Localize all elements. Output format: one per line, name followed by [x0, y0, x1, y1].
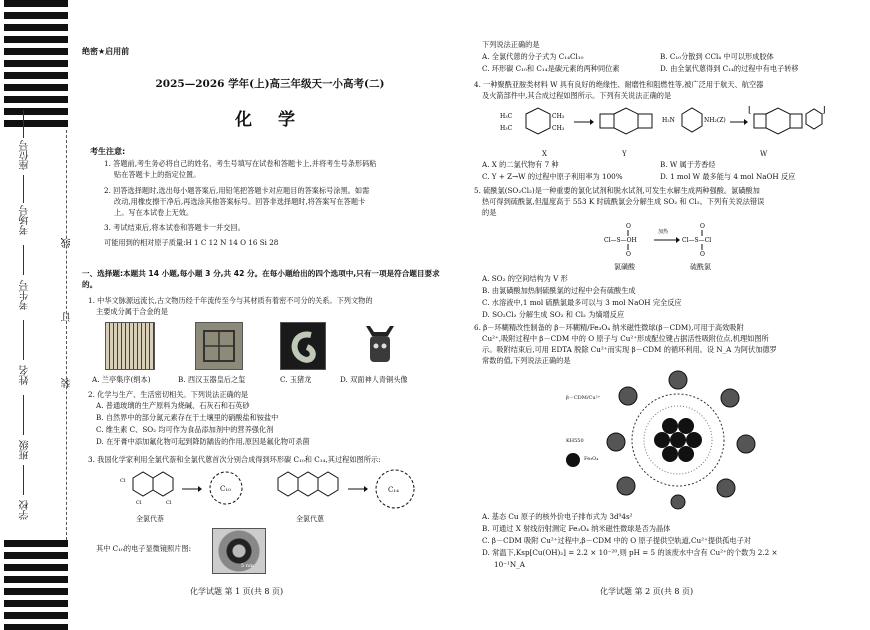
- dragon-icon: [281, 323, 325, 369]
- q5-stem: 5. 硫酰氯(SO₂Cl₂)是一种重要的氯化试剂和脱水试剂,可发生水解生成两种强酸。氯磺酸加: [474, 186, 760, 195]
- svg-text:[: [: [748, 106, 752, 115]
- q4-option-a: A. X 的二氯代物有 7 种: [482, 160, 559, 169]
- secret-mark: 绝密★启用前: [82, 47, 130, 56]
- q5-reaction-diagram: [604, 220, 744, 264]
- q3-option-a: A. 全氯代蒽的分子式为 C₁₄Cl₁₀: [482, 52, 584, 61]
- footer-left: 化学试题 第 1 页(共 8 页): [190, 587, 284, 596]
- q5-stem-2: 热可得到硫酰氯,但温度高于 553 K 时硫酰氯会分解生成 SO₂ 和 Cl₂。下列有关说法错误: [482, 197, 765, 206]
- q4-reaction-scheme: [486, 106, 826, 156]
- binding-stripes-bottom: [4, 540, 68, 630]
- q6-option-a: A. 基态 Cu 原子的核外价电子排布式为 3d⁹4s²: [482, 512, 633, 521]
- svg-text:O: O: [700, 251, 705, 258]
- heat-label: 加热: [658, 229, 669, 235]
- label-x: X: [542, 150, 547, 158]
- svg-text:H₂N: H₂N: [662, 117, 675, 124]
- class-label: 班级: [20, 440, 31, 460]
- q1-stem-2: 主要成分属于合金的是: [96, 307, 168, 316]
- q6-option-c: C. β－CDM 吸附 Cu²⁺过程中,β－CDM 中的 O 原子提供空轨道,Cu²⁺提供孤电子对: [482, 536, 751, 545]
- q2-option-a: A. 普通玻璃的生产原料为烧碱、石灰石和石英砂: [96, 401, 250, 410]
- artifact-jade-seal-image: [195, 322, 243, 370]
- q3-stem: 3. 我国化学家利用全氯代萘和全氯代蒽首次分别合成得到环形碳 C₁₀和 C₁₄,其过程如图所示:: [88, 455, 381, 464]
- q3-option-c: C. 环形碳 C₁₀和 C₁₄是碳元素的两种同位素: [482, 64, 620, 73]
- arrow-icon: [182, 478, 202, 497]
- footer-right: 化学试题 第 2 页(共 8 页): [600, 587, 694, 596]
- q3-question: 下列说法正确的是: [482, 40, 540, 49]
- notice-line: 贴在答题卡上的指定位置。: [114, 170, 201, 179]
- notice-heading: 考生注意:: [90, 147, 126, 156]
- q4-stem: 4. 一种聚酰亚胺类材料 W 具有良好的绝缘性、耐磨性和阻燃性等,被广泛用于航天、航空器: [474, 80, 764, 89]
- atomic-masses: 可能用到的相对原子质量:H 1 C 12 N 14 O 16 Si 28: [104, 238, 279, 247]
- q6-option-d: D. 常温下,Ksp[Cu(OH)₂] = 2.2 × 10⁻²⁰,则 pH = 5 的该废水中含有 Cu²⁺的个数为 2.2 ×: [482, 548, 778, 557]
- q2-option-b: B. 自然界中的部分氮元素存在于土壤里的硝酸盐和铵盐中: [96, 413, 279, 422]
- q6-option-b: B. 可通过 X 射线衍射测定 Fe₃O₄ 纳米磁性微球是否为晶体: [482, 524, 671, 533]
- perchloroanthracene-diagram: [272, 470, 344, 514]
- q4-option-c: C. Y + Z→W 的过程中原子利用率为 100%: [482, 172, 623, 181]
- legend-fe3o4: Fe₃O₄: [584, 456, 599, 462]
- svg-text:O: O: [626, 223, 631, 230]
- c10-label: C₁₀: [220, 485, 231, 493]
- svg-text:CH₃: CH₃: [552, 125, 565, 132]
- q3-option-b: B. C₁₀分散到 CCl₄ 中可以形成胶体: [660, 52, 774, 61]
- svg-text:Cl: Cl: [166, 500, 172, 506]
- svg-text:Cl: Cl: [136, 500, 142, 506]
- q4-option-d: D. 1 mol W 最多能与 4 mol NaOH 反应: [660, 172, 796, 181]
- q6-stem-3: 示。吸附结束后,可用 EDTA 脱除 Cu²⁺而实现 β－CDM 的循环利用。设 N_A 为阿伏加德罗: [482, 345, 777, 354]
- q4-stem-2: 及火箭部件中,其合成过程如图所示。下列有关说法正确的是: [482, 91, 672, 100]
- polyimide-synthesis-icon: [486, 106, 826, 152]
- legend-kh550: KH550: [566, 438, 584, 444]
- cut-line: [66, 130, 67, 540]
- binding-margin: [0, 0, 72, 630]
- q3-option-d: D. 由全氯代蒽得到 C₁₄的过程中有电子转移: [660, 64, 799, 73]
- label-perchloroanthracene: 全氯代蒽: [296, 515, 324, 523]
- label-y: Y: [622, 150, 627, 158]
- q1-stem: 1. 中华文脉源远流长,古文物历经千年流传至今与其材质有着密不可分的关系。下列文物的: [88, 296, 373, 305]
- notice-line: 上。写在本试卷上无效。: [114, 208, 194, 217]
- artifact-bronze-head-image: [360, 322, 400, 368]
- naphthalene-structure-icon: [118, 470, 178, 510]
- name-label: 姓名: [20, 365, 31, 385]
- bind-word: 装: [62, 378, 73, 388]
- legend-cdm-cu: β－CDM/Cu²⁺: [566, 395, 601, 401]
- label-sulfuryl-chloride: 硫酰氯: [690, 263, 711, 271]
- section-heading: 一、选择题:本题共 14 小题,每小题 3 分,共 42 分。在每小题给出的四个选项中,只有一项是符合题目要求的。: [82, 269, 440, 289]
- notice-line: 3. 考试结束后,将本试卷和答题卡一并交回。: [104, 223, 245, 232]
- exam-title: 2025—2026 学年(上)高三年级天一小高考(二): [155, 78, 385, 90]
- q2-option-c: C. 维生素 C、SO₂ 均可作为食品添加剂中的营养强化剂: [96, 425, 274, 434]
- seal-icon: [196, 323, 242, 369]
- q3-photo-caption: 其中 C₁₀的电子显微镜照片图:: [96, 544, 192, 553]
- q1-option-c: C. 玉猪龙: [280, 375, 312, 384]
- svg-text:CH₃: CH₃: [552, 113, 565, 120]
- perchloronaphthalene-diagram: [118, 470, 178, 514]
- svg-text:]: ]: [822, 106, 826, 115]
- svg-text:NH₂(Z): NH₂(Z): [704, 117, 726, 124]
- q2-option-d: D. 在牙膏中添加氟化物可起到降防龋齿的作用,原因是氟化物可杀菌: [96, 437, 310, 446]
- q2-stem: 2. 化学与生产、生活密切相关。下列说法正确的是: [88, 390, 249, 399]
- notice-line: 2. 回答选择题时,选出每小题答案后,用铅笔把答题卡对应题目的答案标号涂黑。如需: [104, 186, 370, 195]
- binding-stripes-top: [4, 0, 68, 130]
- svg-text:O: O: [626, 251, 631, 258]
- q5-option-a: A. SO₂ 的空间结构为 V 形: [482, 274, 568, 283]
- artifact-silk-image: [105, 322, 155, 370]
- q5-stem-3: 的是: [482, 208, 497, 217]
- c10-microscope-image: [212, 528, 266, 574]
- notice-line: 1. 答题前,考生务必将自己的姓名、考生号填写在试卷和答题卡上,并将考生号条形码粘: [104, 159, 377, 168]
- artifact-jade-dragon-image: [280, 322, 326, 370]
- order-word: 订: [62, 312, 73, 322]
- scale-bar-label: 5 nm: [241, 563, 254, 569]
- q6-adsorption-diagram: [590, 368, 770, 514]
- label-chlorosulfonic-acid: 氯磺酸: [614, 263, 635, 271]
- svg-text:Cl—S—Cl: Cl—S—Cl: [682, 237, 712, 244]
- school-label: 学校: [20, 500, 31, 520]
- q6-stem: 6. β－环糊精改性制备的 β－环糊精/Fe₃O₄ 纳米磁性微球(β－CDM),可用于高效吸附: [474, 323, 744, 332]
- q6-stem-4: 常数的值,下列说法正确的是: [482, 356, 571, 365]
- q5-option-b: B. 由氯磺酸加热制硫酰氯的过程中会有硫酸生成: [482, 286, 636, 295]
- line-word: 线: [62, 238, 73, 248]
- c14-label: C₁₄: [388, 486, 399, 494]
- bronze-head-icon: [360, 322, 400, 368]
- svg-text:H₃C: H₃C: [500, 113, 513, 120]
- svg-text:Cl—S—OH: Cl—S—OH: [604, 237, 637, 244]
- exam-no-label: 考生号: [20, 280, 31, 310]
- svg-text:H₃C: H₃C: [500, 125, 513, 132]
- q6-option-d-2: 10⁻¹N_A: [494, 560, 525, 569]
- label-perchloronaphthalene: 全氯代萘: [136, 515, 164, 523]
- svg-text:O: O: [700, 223, 705, 230]
- q6-stem-2: Cu²⁺,吸附过程中 β－CDM 中的 O 原子与 Cu²⁺形成配位键占据活性吸附位点,机理如图所: [482, 334, 769, 343]
- exam-room-label: 考场号: [20, 205, 31, 235]
- q1-option-d: D. 双面神人青铜头像: [340, 375, 408, 384]
- notice-line: 改动,用橡皮擦干净后,再选涂其他答案标号。回答非选择题时,将答案写在答题卡: [114, 197, 366, 206]
- sulfonyl-structures-icon: [604, 220, 744, 260]
- q1-option-a: A. 兰亭集序(绢本): [92, 375, 151, 384]
- q1-option-b: B. 西汉玉器皇后之玺: [178, 375, 246, 384]
- anthracene-structure-icon: [272, 470, 344, 510]
- svg-text:Cl: Cl: [120, 478, 126, 484]
- nanosphere-diagram-icon: [590, 368, 770, 510]
- q5-option-d: D. SO₂Cl₂ 分解生成 SO₂ 和 Cl₂ 为熵增反应: [482, 310, 625, 319]
- fe3o4-legend-icon: [566, 452, 580, 471]
- q4-option-b: B. W 属于芳香烃: [660, 160, 716, 169]
- q5-option-c: C. 水溶液中,1 mol 硫酰氯最多可以与 3 mol NaOH 完全反应: [482, 298, 682, 307]
- seat-label: 座位号: [20, 140, 31, 170]
- label-w: W: [760, 150, 768, 158]
- arrow-icon: [348, 478, 368, 497]
- subject-title: 化 学: [235, 110, 305, 130]
